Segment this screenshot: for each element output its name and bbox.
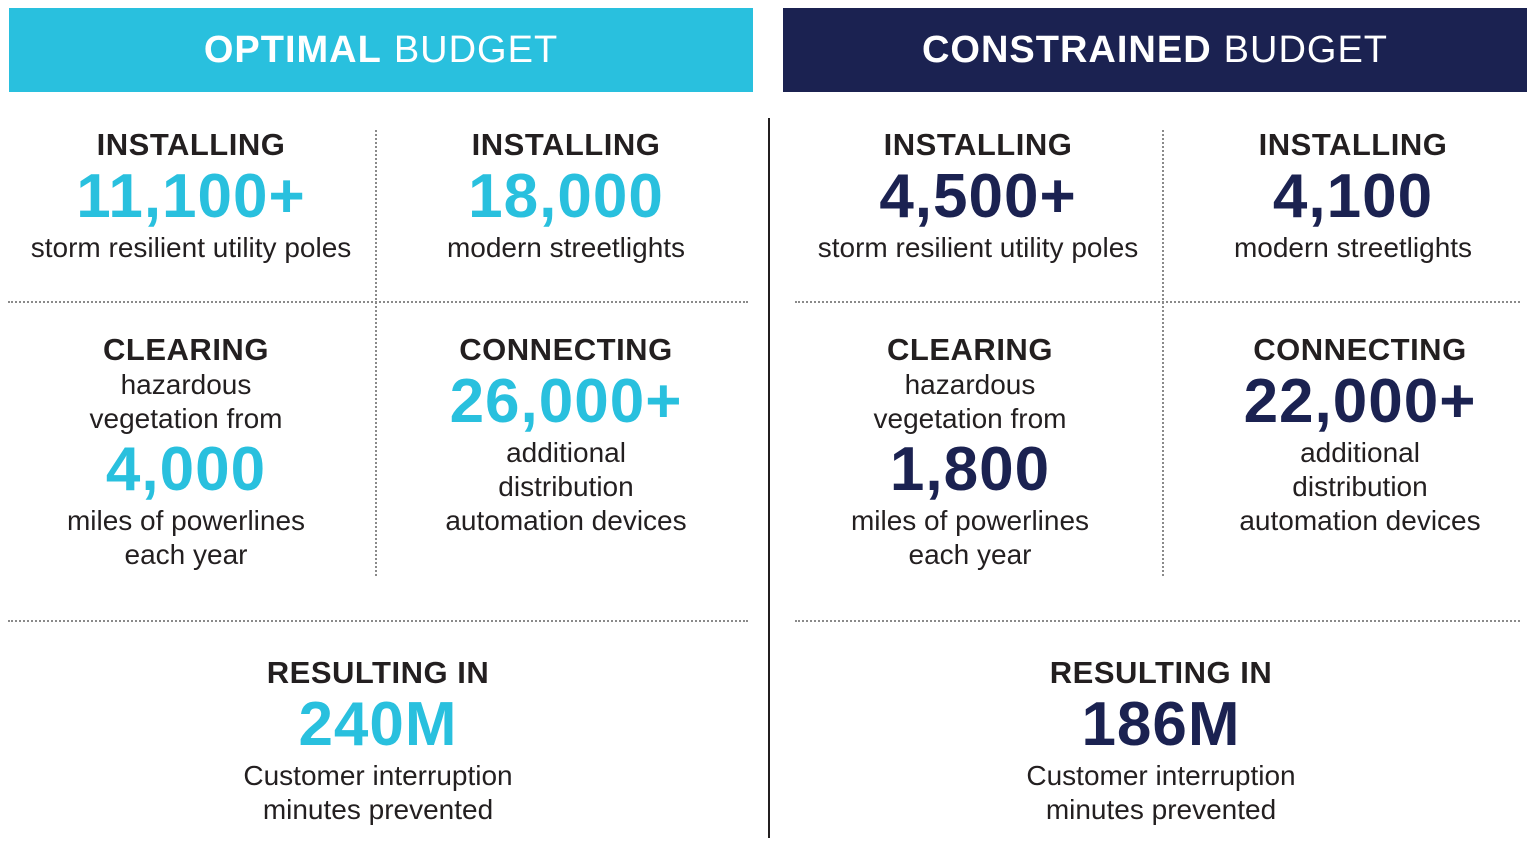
stat-value: 1,800	[889, 435, 1051, 504]
stat-heading: RESULTING IN	[266, 655, 490, 690]
center-divider	[768, 118, 770, 838]
stat-value: 240M	[298, 690, 458, 759]
stat-value: 11,100+	[76, 162, 306, 231]
stat-heading: CONNECTING	[459, 332, 673, 367]
stat-value: 4,500+	[879, 162, 1077, 231]
optimal-result-stat	[8, 655, 748, 827]
stat-description: modern streetlights	[446, 232, 686, 263]
stat-description: vegetation from	[89, 403, 283, 434]
stat-heading: CLEARING	[887, 332, 1053, 367]
constrained-vegetation-stat	[795, 332, 1145, 572]
optimal-budget-banner	[9, 8, 753, 92]
constrained-row-divider	[795, 301, 1520, 303]
stat-description: Customer interruption	[1026, 760, 1296, 791]
stat-heading: CONNECTING	[1253, 332, 1467, 367]
optimal-automation-stat	[378, 332, 754, 538]
stat-description: distribution	[498, 471, 634, 502]
stat-description: hazardous	[904, 369, 1036, 400]
stat-description: vegetation from	[873, 403, 1067, 434]
banner-light-text: BUDGET	[393, 28, 559, 71]
stat-description: distribution	[1292, 471, 1428, 502]
constrained-poles-stat	[795, 127, 1161, 265]
stat-description: storm resilient utility poles	[817, 232, 1139, 263]
stat-description: hazardous	[120, 369, 252, 400]
optimal-row-divider	[8, 301, 748, 303]
banner-strong-text: CONSTRAINED	[921, 28, 1212, 71]
stat-description: additional	[506, 437, 626, 468]
stat-description: each year	[908, 539, 1032, 570]
stat-description: Customer interruption	[243, 760, 513, 791]
banner-light-text: BUDGET	[1223, 28, 1389, 71]
stat-value: 18,000	[468, 162, 664, 231]
stat-description: modern streetlights	[1233, 232, 1473, 263]
banner-strong-text: OPTIMAL	[203, 28, 382, 71]
optimal-poles-stat	[8, 127, 374, 265]
constrained-streetlights-stat	[1165, 127, 1536, 265]
stat-description: automation devices	[445, 505, 687, 536]
stat-heading: CLEARING	[103, 332, 269, 367]
stat-value: 186M	[1081, 690, 1241, 759]
constrained-result-divider	[795, 620, 1520, 622]
stat-description: storm resilient utility poles	[30, 232, 352, 263]
stat-heading: INSTALLING	[883, 127, 1073, 162]
stat-heading: INSTALLING	[96, 127, 286, 162]
stat-description: minutes prevented	[1045, 794, 1277, 825]
optimal-streetlights-stat	[378, 127, 754, 265]
constrained-result-stat	[795, 655, 1527, 827]
stat-value: 26,000+	[449, 367, 683, 436]
stat-value: 22,000+	[1243, 367, 1477, 436]
stat-description: automation devices	[1239, 505, 1481, 536]
stat-description: minutes prevented	[262, 794, 494, 825]
stat-description: each year	[124, 539, 248, 570]
constrained-automation-stat	[1175, 332, 1536, 538]
constrained-column-divider	[1162, 130, 1164, 576]
stat-value: 4,000	[105, 435, 267, 504]
stat-description: miles of powerlines	[850, 505, 1090, 536]
stat-heading: INSTALLING	[1258, 127, 1448, 162]
stat-description: miles of powerlines	[66, 505, 306, 536]
optimal-vegetation-stat	[8, 332, 364, 572]
optimal-result-divider	[8, 620, 748, 622]
constrained-budget-banner	[783, 8, 1527, 92]
stat-description: additional	[1300, 437, 1420, 468]
stat-heading: RESULTING IN	[1049, 655, 1273, 690]
stat-heading: INSTALLING	[471, 127, 661, 162]
stat-value: 4,100	[1272, 162, 1434, 231]
optimal-column-divider	[375, 130, 377, 576]
